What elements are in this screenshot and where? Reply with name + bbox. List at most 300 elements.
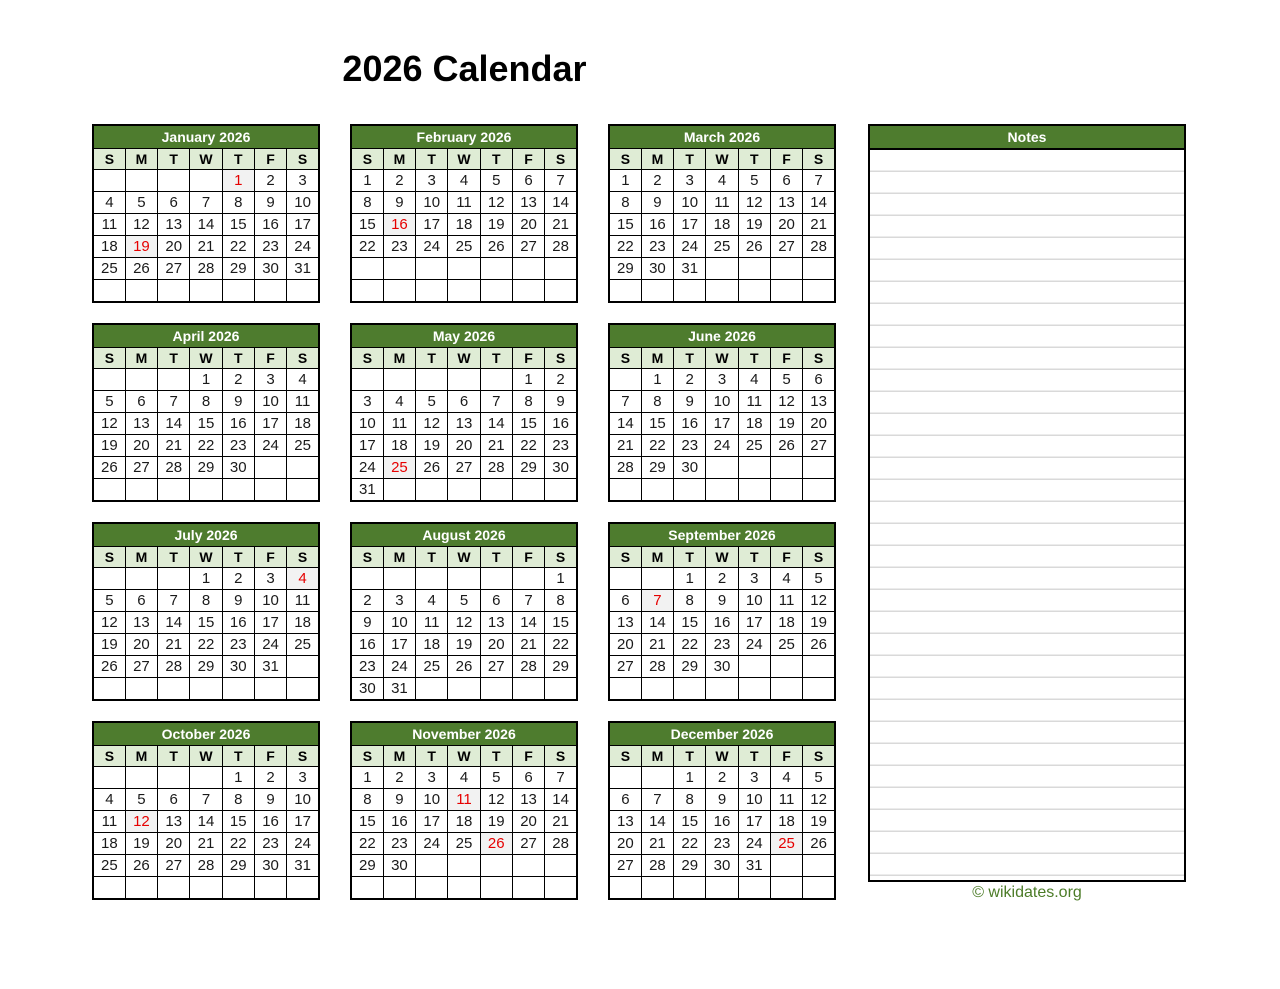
day-cell: 4 [770,767,802,789]
empty-day-cell [803,678,835,701]
empty-day-cell [609,568,641,590]
day-cell: 8 [641,391,673,413]
week-row [93,170,319,192]
week-row [351,612,577,634]
empty-day-cell [770,280,802,303]
day-cell: 12 [480,789,512,811]
day-cell: 25 [706,236,738,258]
day-cell: 7 [641,590,673,612]
week-row [351,877,577,900]
day-of-week-header: S [545,746,577,767]
day-cell: 27 [158,258,190,280]
day-cell: 1 [351,170,383,192]
empty-day-cell [448,280,480,303]
site-credit-link[interactable]: © wikidates.org [972,884,1082,901]
day-cell: 10 [706,391,738,413]
day-cell: 16 [706,811,738,833]
empty-day-cell [448,479,480,502]
day-of-week-row [609,149,835,170]
day-cell: 31 [254,656,286,678]
day-cell: 3 [416,170,448,192]
empty-day-cell [448,855,480,877]
day-cell: 17 [287,214,319,236]
month-table [92,522,320,701]
day-cell: 7 [190,192,222,214]
empty-day-cell [287,280,319,303]
month-title: June 2026 [609,324,835,348]
day-cell: 7 [480,391,512,413]
day-of-week-header: T [416,149,448,170]
day-cell: 11 [93,214,125,236]
day-cell: 27 [158,855,190,877]
day-cell: 21 [545,811,577,833]
empty-day-cell [287,479,319,502]
week-row [351,170,577,192]
day-cell: 5 [738,170,770,192]
empty-day-cell [93,280,125,303]
day-cell: 7 [641,789,673,811]
month-body [609,369,835,502]
empty-day-cell [448,678,480,701]
empty-day-cell [190,767,222,789]
day-cell: 22 [674,833,706,855]
week-row [609,258,835,280]
month-title-row [351,722,577,746]
day-cell: 15 [609,214,641,236]
day-cell: 2 [545,369,577,391]
week-row [351,833,577,855]
empty-day-cell [351,280,383,303]
day-cell: 19 [416,435,448,457]
week-row [609,855,835,877]
day-cell: 26 [93,457,125,479]
day-cell: 17 [383,634,415,656]
week-row [93,413,319,435]
empty-day-cell [125,479,157,502]
day-cell: 13 [609,612,641,634]
day-cell: 7 [158,391,190,413]
day-cell: 28 [480,457,512,479]
day-cell: 9 [222,391,254,413]
day-cell: 20 [803,413,835,435]
week-row [351,590,577,612]
day-cell: 23 [254,833,286,855]
day-cell: 1 [190,568,222,590]
month-title-row [93,722,319,746]
day-of-week-header: T [480,348,512,369]
empty-day-cell [125,280,157,303]
day-cell: 12 [93,612,125,634]
week-row [609,457,835,479]
week-row [351,457,577,479]
empty-day-cell [254,280,286,303]
empty-day-cell [254,479,286,502]
day-of-week-row [609,746,835,767]
day-cell: 15 [351,214,383,236]
day-cell: 24 [383,656,415,678]
day-cell: 23 [254,236,286,258]
day-cell: 8 [545,590,577,612]
day-cell: 5 [480,170,512,192]
day-of-week-header: S [545,149,577,170]
day-cell: 20 [512,214,544,236]
day-of-week-header: S [803,547,835,568]
empty-day-cell [190,678,222,701]
day-cell: 5 [448,590,480,612]
empty-day-cell [222,479,254,502]
day-cell: 27 [125,457,157,479]
day-cell: 3 [383,590,415,612]
week-row [609,170,835,192]
day-cell: 25 [738,435,770,457]
empty-day-cell [803,479,835,502]
day-cell: 19 [125,833,157,855]
day-of-week-header: T [222,746,254,767]
empty-day-cell [770,678,802,701]
week-row [609,413,835,435]
month-body [351,170,577,303]
month-body [609,170,835,303]
month-body [351,767,577,900]
day-of-week-header: M [125,149,157,170]
day-cell: 10 [287,789,319,811]
week-row [351,280,577,303]
week-row [93,280,319,303]
day-of-week-header: W [190,149,222,170]
empty-day-cell [738,457,770,479]
day-cell: 7 [803,170,835,192]
day-cell: 29 [222,258,254,280]
empty-day-cell [512,877,544,900]
empty-day-cell [287,877,319,900]
empty-day-cell [383,258,415,280]
day-of-week-header: T [480,547,512,568]
day-cell: 19 [93,435,125,457]
day-of-week-row [93,149,319,170]
month-title: March 2026 [609,125,835,149]
day-cell: 8 [222,192,254,214]
day-cell: 22 [674,634,706,656]
day-cell: 3 [738,568,770,590]
empty-day-cell [222,678,254,701]
day-cell: 13 [512,789,544,811]
week-row [609,192,835,214]
empty-day-cell [93,678,125,701]
day-cell: 6 [609,590,641,612]
day-cell: 29 [222,855,254,877]
day-cell: 21 [609,435,641,457]
week-row [351,391,577,413]
day-cell: 16 [222,612,254,634]
week-row [609,612,835,634]
empty-day-cell [351,369,383,391]
day-cell: 16 [383,811,415,833]
day-cell: 14 [545,192,577,214]
day-cell: 1 [545,568,577,590]
month-table [92,323,320,502]
day-cell: 18 [383,435,415,457]
empty-day-cell [738,678,770,701]
day-cell: 10 [738,590,770,612]
day-of-week-row [351,746,577,767]
week-row [93,214,319,236]
months-grid [92,124,836,900]
day-cell: 8 [222,789,254,811]
week-row [609,214,835,236]
day-of-week-header: S [609,746,641,767]
day-of-week-header: S [609,348,641,369]
empty-day-cell [480,568,512,590]
day-cell: 12 [803,590,835,612]
day-cell: 3 [287,170,319,192]
day-cell: 22 [222,833,254,855]
day-cell: 5 [803,767,835,789]
empty-day-cell [545,280,577,303]
empty-day-cell [125,767,157,789]
month-title: May 2026 [351,324,577,348]
empty-day-cell [125,170,157,192]
day-cell: 22 [545,634,577,656]
day-cell: 31 [351,479,383,502]
month-title-row [351,125,577,149]
day-cell: 6 [125,590,157,612]
empty-day-cell [93,877,125,900]
day-of-week-header: W [190,547,222,568]
day-cell: 11 [770,789,802,811]
empty-day-cell [158,479,190,502]
week-row [93,877,319,900]
week-row [351,236,577,258]
day-cell: 24 [738,833,770,855]
day-cell: 7 [158,590,190,612]
day-cell: 12 [738,192,770,214]
week-row [93,855,319,877]
day-cell: 9 [383,192,415,214]
day-cell: 6 [609,789,641,811]
day-cell: 1 [641,369,673,391]
month-body [93,170,319,303]
day-cell: 19 [480,214,512,236]
day-cell: 1 [609,170,641,192]
empty-day-cell [512,855,544,877]
day-cell: 28 [803,236,835,258]
day-cell: 25 [770,634,802,656]
day-cell: 21 [190,236,222,258]
week-row [351,678,577,701]
empty-day-cell [706,457,738,479]
empty-day-cell [706,479,738,502]
day-of-week-header: W [190,348,222,369]
day-cell: 26 [125,855,157,877]
day-cell: 6 [512,170,544,192]
day-cell: 27 [480,656,512,678]
empty-day-cell [416,568,448,590]
day-cell: 13 [609,811,641,833]
day-cell: 25 [448,833,480,855]
day-cell: 29 [545,656,577,678]
day-cell: 20 [770,214,802,236]
empty-day-cell [512,678,544,701]
empty-day-cell [545,855,577,877]
notes-panel [868,124,1186,882]
day-cell: 21 [545,214,577,236]
empty-day-cell [480,479,512,502]
day-cell: 17 [254,612,286,634]
day-cell: 9 [674,391,706,413]
month-table [350,721,578,900]
day-cell: 17 [254,413,286,435]
day-cell: 5 [93,391,125,413]
day-cell: 9 [222,590,254,612]
day-cell: 24 [416,236,448,258]
day-cell: 7 [512,590,544,612]
day-cell: 30 [254,258,286,280]
day-cell: 13 [803,391,835,413]
day-cell: 5 [125,192,157,214]
week-row [351,479,577,502]
day-of-week-row [351,547,577,568]
day-cell: 21 [158,634,190,656]
week-row [609,634,835,656]
month-title-row [609,324,835,348]
day-cell: 27 [125,656,157,678]
empty-day-cell [545,258,577,280]
empty-day-cell [545,479,577,502]
day-cell: 29 [190,457,222,479]
day-cell: 30 [545,457,577,479]
day-cell: 9 [351,612,383,634]
empty-day-cell [190,280,222,303]
day-cell: 3 [416,767,448,789]
day-cell: 18 [448,214,480,236]
empty-day-cell [416,369,448,391]
day-cell: 21 [641,634,673,656]
day-cell: 4 [93,192,125,214]
day-cell: 21 [512,634,544,656]
empty-day-cell [383,479,415,502]
empty-day-cell [158,678,190,701]
day-cell: 14 [545,789,577,811]
day-cell: 10 [351,413,383,435]
day-cell: 7 [609,391,641,413]
empty-day-cell [609,767,641,789]
week-row [609,877,835,900]
month-table [608,124,836,303]
day-cell: 5 [480,767,512,789]
day-cell: 22 [512,435,544,457]
day-of-week-header: S [803,746,835,767]
day-cell: 28 [512,656,544,678]
month-title: September 2026 [609,523,835,547]
month-table [608,721,836,900]
empty-day-cell [738,280,770,303]
day-of-week-header: T [738,547,770,568]
empty-day-cell [609,678,641,701]
day-cell: 15 [222,214,254,236]
day-cell: 2 [254,170,286,192]
day-of-week-header: T [158,746,190,767]
day-cell: 26 [480,236,512,258]
month-body [609,767,835,900]
empty-day-cell [351,258,383,280]
day-of-week-header: W [448,149,480,170]
day-cell: 15 [190,413,222,435]
day-cell: 13 [770,192,802,214]
day-cell: 18 [93,236,125,258]
empty-day-cell [706,678,738,701]
day-of-week-header: W [448,348,480,369]
day-cell: 1 [222,170,254,192]
day-cell: 23 [383,236,415,258]
day-of-week-header: T [158,348,190,369]
day-cell: 18 [287,413,319,435]
day-cell: 3 [254,369,286,391]
day-cell: 26 [770,435,802,457]
empty-day-cell [545,678,577,701]
empty-day-cell [93,369,125,391]
day-cell: 18 [416,634,448,656]
day-cell: 5 [125,789,157,811]
day-cell: 7 [190,789,222,811]
day-of-week-header: F [254,348,286,369]
day-cell: 21 [641,833,673,855]
week-row [93,369,319,391]
month-table [608,323,836,502]
day-cell: 10 [383,612,415,634]
day-cell: 24 [416,833,448,855]
empty-day-cell [641,877,673,900]
day-cell: 15 [674,811,706,833]
empty-day-cell [254,457,286,479]
day-cell: 12 [125,214,157,236]
day-cell: 6 [448,391,480,413]
empty-day-cell [738,479,770,502]
day-cell: 24 [351,457,383,479]
day-cell: 3 [254,568,286,590]
day-cell: 16 [641,214,673,236]
empty-day-cell [287,656,319,678]
empty-day-cell [706,258,738,280]
day-of-week-header: T [158,547,190,568]
empty-day-cell [158,767,190,789]
day-cell: 16 [674,413,706,435]
week-row [351,435,577,457]
day-cell: 26 [480,833,512,855]
day-cell: 18 [738,413,770,435]
empty-day-cell [93,170,125,192]
day-cell: 20 [125,435,157,457]
week-row [351,258,577,280]
day-of-week-header: T [222,348,254,369]
day-cell: 12 [93,413,125,435]
day-of-week-header: S [287,348,319,369]
week-row [609,479,835,502]
week-row [93,678,319,701]
empty-day-cell [609,369,641,391]
day-of-week-header: W [448,547,480,568]
day-cell: 10 [254,391,286,413]
day-cell: 7 [545,767,577,789]
day-cell: 20 [609,833,641,855]
week-row [93,568,319,590]
day-cell: 15 [545,612,577,634]
empty-day-cell [480,369,512,391]
month-title: January 2026 [93,125,319,149]
day-of-week-header: M [641,149,673,170]
day-cell: 26 [738,236,770,258]
day-cell: 27 [448,457,480,479]
empty-day-cell [770,855,802,877]
